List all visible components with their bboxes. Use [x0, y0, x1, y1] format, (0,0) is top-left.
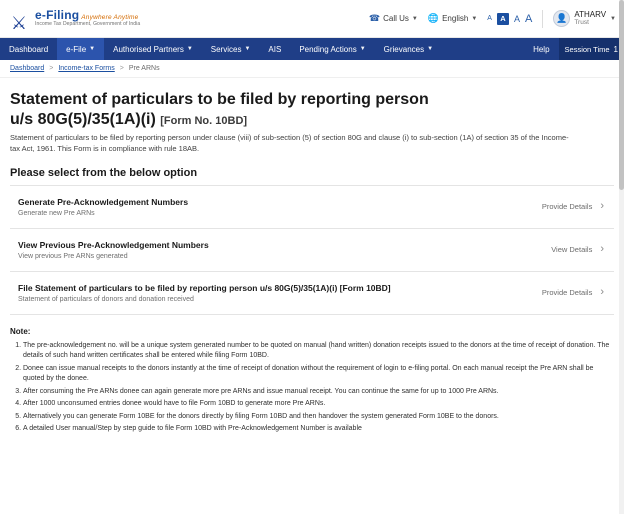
scrollbar-thumb[interactable]: [619, 0, 624, 190]
page-title-line2: u/s 80G(5)/35(1A)(i): [10, 110, 156, 128]
session-value: 1: [613, 44, 618, 54]
emblem-icon: ⚔: [10, 12, 28, 33]
breadcrumb-item-dashboard[interactable]: Dashboard: [10, 65, 45, 72]
option-subtitle: Generate new Pre ARNs: [18, 209, 95, 217]
option-subtitle: Statement of particulars of donors and donation received: [18, 295, 194, 303]
note-item: 5. Alternatively you can generate Form 10BE for the donors directly by filing Form 10BD and then handover the system generated Form 10BE to the donors.: [23, 412, 614, 423]
chevron-down-icon: ▼: [610, 15, 616, 22]
breadcrumb-separator: >: [49, 65, 54, 72]
option-text: [18, 240, 551, 260]
session-timer: [559, 38, 624, 60]
globe-icon: 🌐: [427, 13, 440, 23]
nav-label: Services: [210, 44, 242, 54]
user-role: Trust: [574, 19, 589, 27]
brand-logo[interactable]: [8, 6, 140, 32]
chevron-right-icon: ›: [600, 243, 604, 256]
main-content: [0, 78, 624, 315]
nav-item-dashboard[interactable]: [0, 38, 57, 60]
option-title: Generate Pre-Acknowledgement Numbers: [18, 196, 189, 207]
nav-label: Help: [533, 44, 550, 54]
brand-tagline: Anywhere Anytime: [81, 14, 139, 22]
chevron-down-icon: ▼: [89, 46, 96, 52]
nav-item-authorised-partners[interactable]: [104, 38, 202, 60]
page-description: Statement of particulars to be filed by reporting person under clause (viii) of sub-section (5) of section 80G and clause (i) to sub-section (1A) of section 35 of the Income-tax Act, 1961. This Form is in compliance with rule 18AB.: [10, 133, 569, 153]
chevron-down-icon: ▼: [411, 15, 418, 22]
phone-icon: ☎: [368, 13, 381, 23]
page-scrollbar[interactable]: [619, 0, 624, 514]
select-option-heading: Please select from the below option: [10, 166, 198, 179]
font-size-small-button[interactable]: A: [487, 15, 492, 22]
nav-label: e-File: [66, 44, 87, 54]
page-title-line1: Statement of particulars to be filed by reporting person: [10, 91, 429, 108]
note-item: 6. A detailed User manual/Step by step guide to file Form 10BD with Pre-Acknowledgement Number is available: [23, 424, 614, 435]
option-action-label: Provide Details: [541, 202, 593, 212]
contrast-toggle-button[interactable]: A: [497, 13, 509, 25]
note-heading: Note:: [10, 326, 31, 336]
main-navigation: [0, 38, 624, 60]
chevron-right-icon: ›: [600, 286, 604, 299]
options-list: [10, 185, 614, 315]
nav-item-help[interactable]: [524, 38, 558, 60]
option-action[interactable]: [542, 201, 610, 212]
option-title: View Previous Pre-Acknowledgement Numbers: [18, 239, 209, 250]
top-utility-actions: [369, 10, 616, 28]
call-us-button[interactable]: [369, 13, 418, 24]
option-subtitle: View previous Pre ARNs generated: [18, 252, 128, 260]
chevron-down-icon: ▼: [471, 15, 478, 22]
user-name: ATHARV: [574, 9, 607, 19]
call-us-label: Call Us: [383, 14, 409, 23]
note-list: [10, 341, 614, 435]
breadcrumb-current: Pre ARNs: [128, 65, 160, 72]
option-action[interactable]: [551, 244, 610, 255]
language-selector[interactable]: [428, 13, 477, 24]
chevron-down-icon: ▼: [427, 46, 434, 52]
session-label: Session Time: [564, 44, 610, 54]
option-text: [18, 197, 542, 217]
top-utility-bar: [0, 0, 624, 38]
note-item: 2. Donee can issue manual receipts to the donors instantly at the time of receipt of donation without the requirement of login to e-filing portal. On each manual receipt the Pre ARN shall be quoted by the donee.: [23, 364, 614, 385]
brand-subtitle: Income Tax Department, Government of India: [35, 21, 141, 28]
nav-item-ais[interactable]: [259, 38, 290, 60]
nav-item-services[interactable]: [202, 38, 260, 60]
option-title: File Statement of particulars to be filed by reporting person u/s 80G(5)/35(1A)(i) [Form 10BD]: [18, 282, 391, 293]
language-label: English: [442, 14, 469, 23]
user-avatar-icon: 👤: [553, 10, 570, 27]
breadcrumb-separator: >: [119, 65, 124, 72]
nav-label: Authorised Partners: [113, 44, 184, 54]
font-size-controls: [487, 13, 532, 25]
chevron-down-icon: ▼: [186, 46, 193, 52]
breadcrumb-item-income-tax-forms[interactable]: Income-tax Forms: [58, 65, 115, 72]
font-size-large-button[interactable]: A: [524, 12, 533, 25]
form-number: [Form No. 10BD]: [160, 114, 248, 127]
font-size-medium-button[interactable]: A: [513, 13, 520, 24]
option-text: [18, 283, 542, 303]
nav-label: Dashboard: [9, 44, 49, 54]
option-generate-pre-arn[interactable]: [10, 186, 614, 229]
option-file-form-10bd[interactable]: [10, 272, 614, 315]
note-section: [0, 315, 624, 435]
breadcrumb: [0, 60, 624, 78]
note-item: 4. After 1000 unconsumed entries donee would have to file Form 10BD to generate more Pre ARNs.: [23, 399, 614, 410]
chevron-down-icon: ▼: [359, 46, 366, 52]
note-item: 3. After consuming the Pre ARNs donee can again generate more pre ARNs and issue manual receipt. You can continue the same for up to 1000 Pre ARNs.: [23, 387, 614, 398]
option-action[interactable]: [542, 287, 610, 298]
option-action-label: Provide Details: [541, 288, 593, 298]
nav-item-efile[interactable]: [57, 38, 104, 60]
nav-item-pending-actions[interactable]: [290, 38, 374, 60]
brand-text: [35, 9, 140, 27]
nav-label: Pending Actions: [299, 44, 357, 54]
chevron-right-icon: ›: [600, 200, 604, 213]
nav-label: Grievances: [383, 44, 425, 54]
brand-title: e-Filing: [35, 8, 80, 23]
option-action-label: View Details: [551, 245, 593, 255]
option-view-previous-pre-arn[interactable]: [10, 229, 614, 272]
page-title: [10, 90, 614, 129]
nav-right-group: [524, 38, 624, 60]
user-menu[interactable]: [553, 10, 616, 27]
note-item: 1. The pre-acknowledgement no. will be a unique system generated number to be quoted on manual (hand written) donation receipts issued to the donors at the time of receipt of donation. The details of such hand written certificates shall be entered while filing Form 10BD.: [23, 341, 614, 362]
divider: [542, 10, 543, 28]
nav-label: AIS: [268, 44, 282, 54]
chevron-down-icon: ▼: [244, 46, 251, 52]
nav-item-grievances[interactable]: [375, 38, 442, 60]
